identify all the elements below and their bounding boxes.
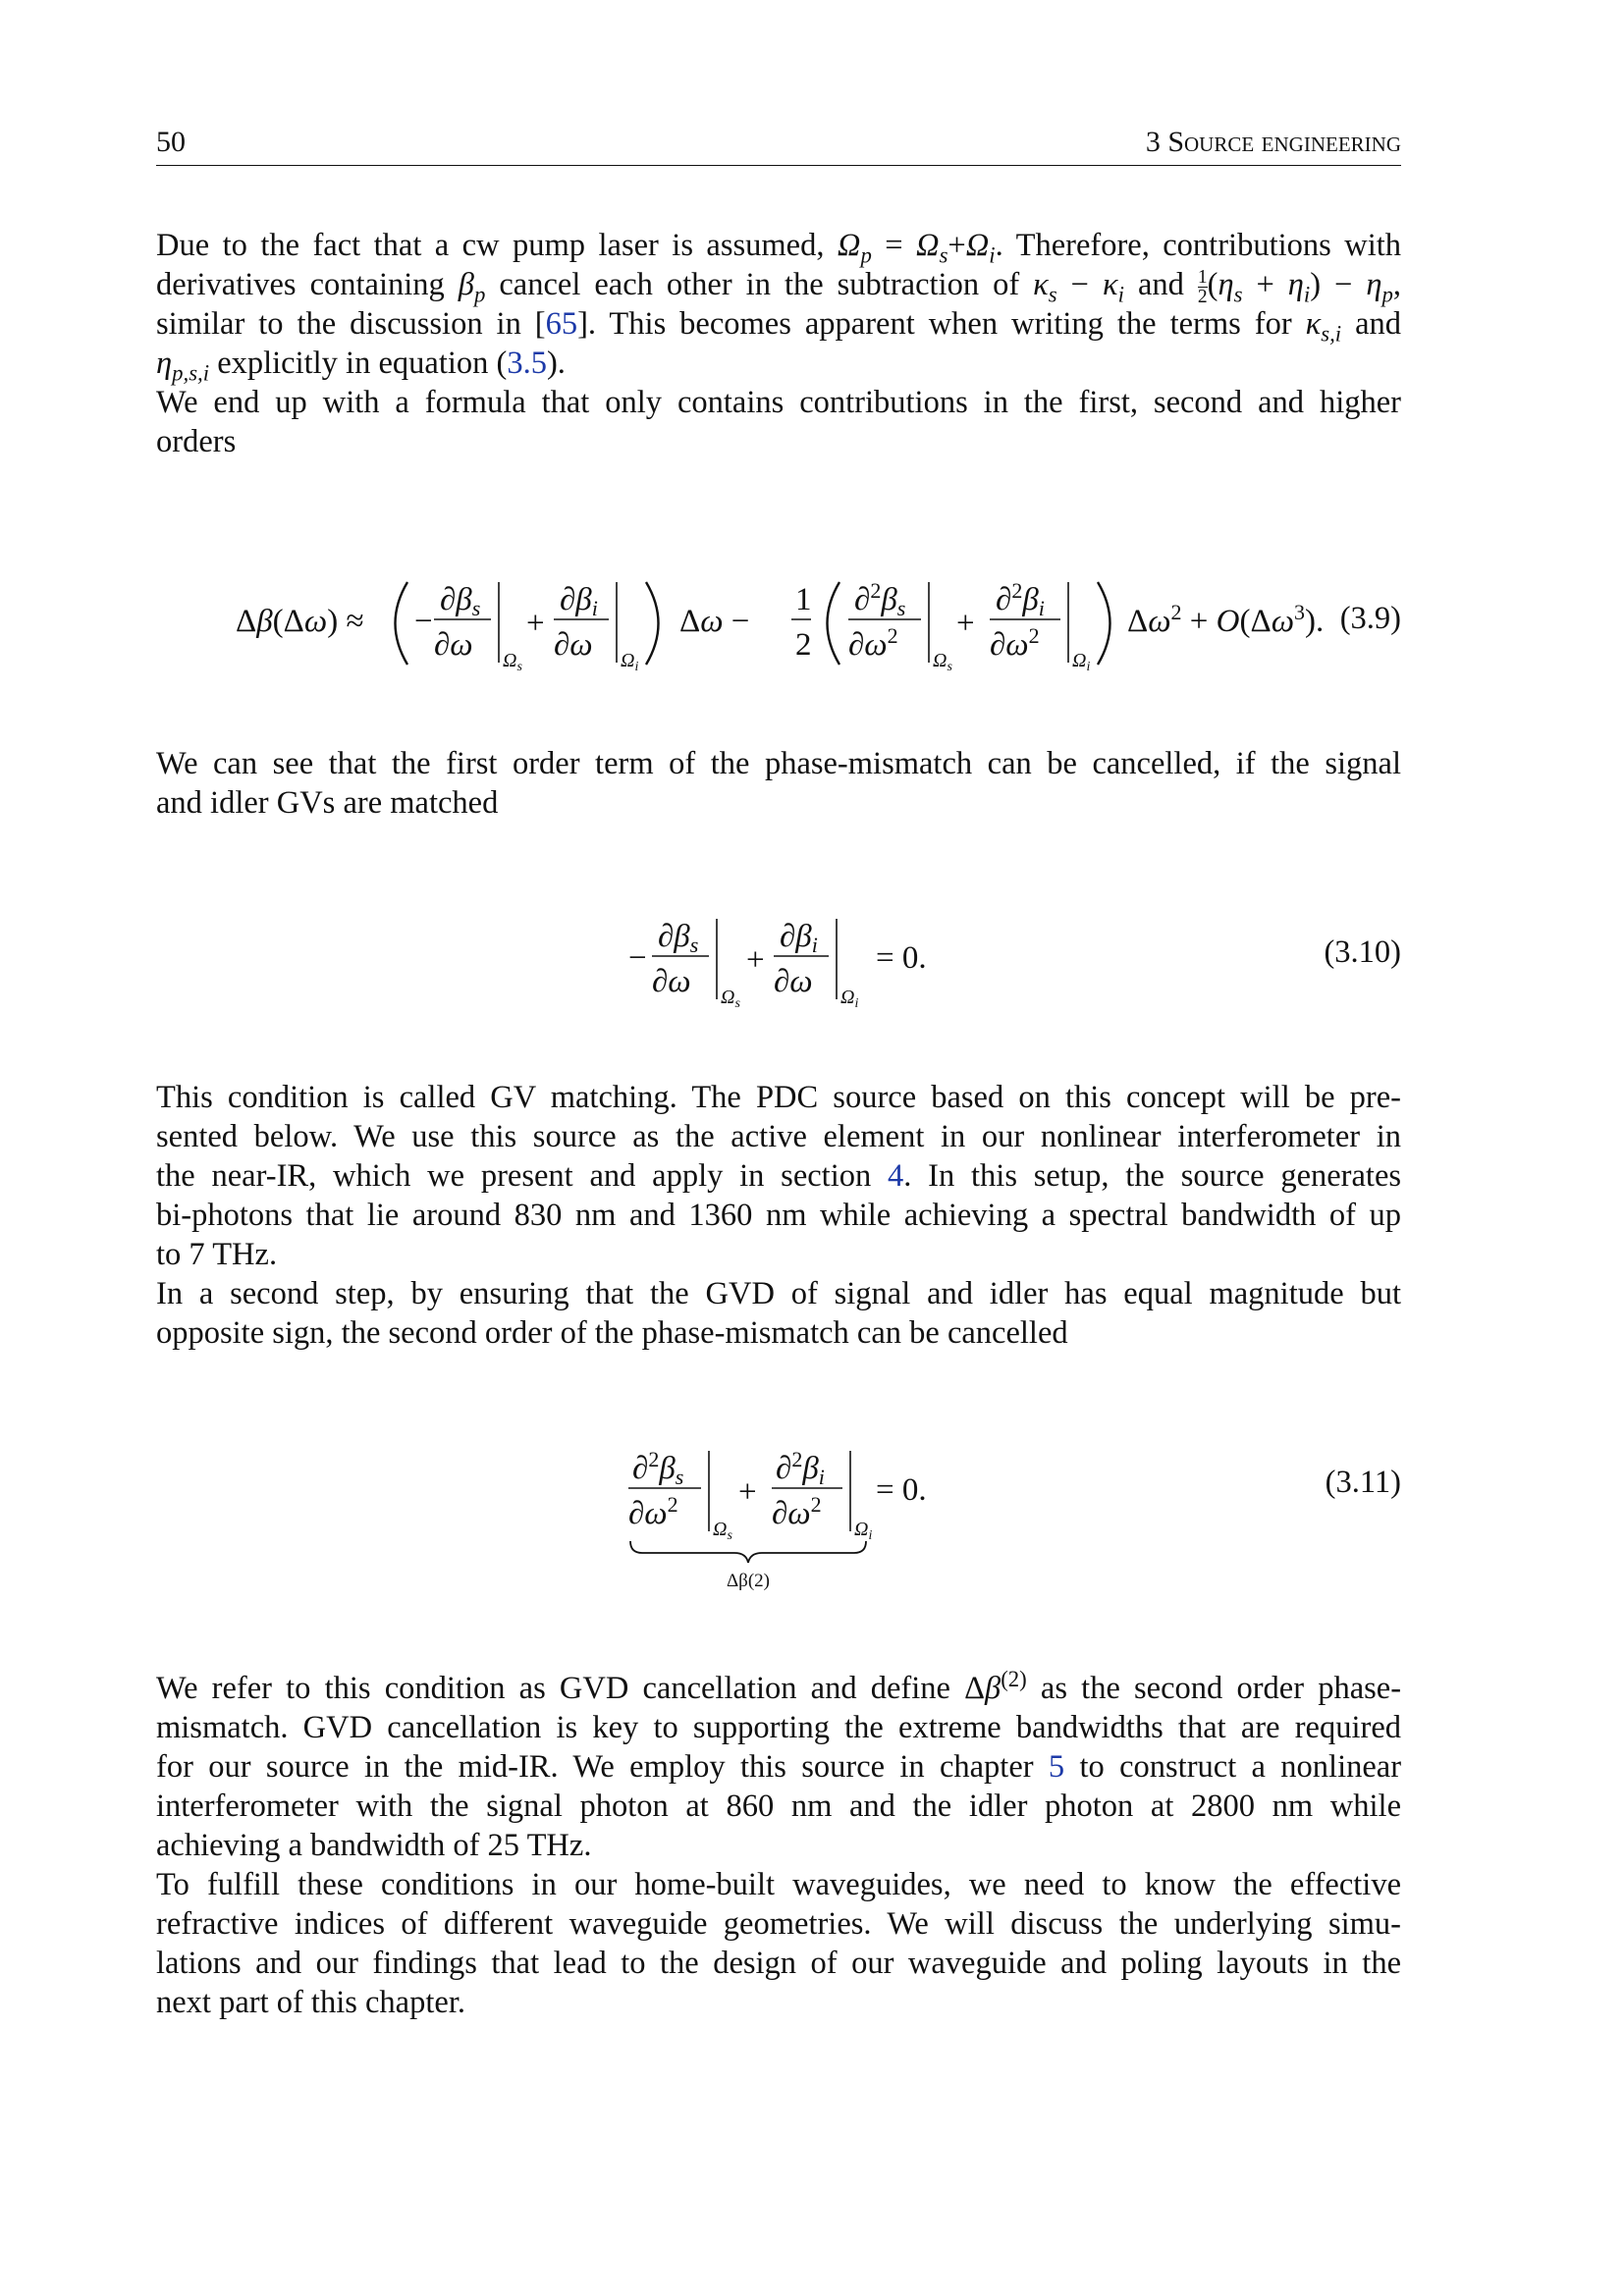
svg-text:Ωi: $\Omega_i$ [854, 1519, 873, 1543]
equation-3-10-number: (3.10) [1324, 934, 1401, 970]
svg-text:Ωi: $\Omega_i$ [840, 987, 859, 1011]
p1-line-2: derivatives containing $\beta_p$ cancel each other in the subtraction of $\kappa_s - \kappa_i$ and $\frac{1}{2}$ $(\eta_s + \eta_i) - \eta_p$, [156, 266, 1402, 308]
svg-text:−: − [628, 940, 647, 976]
paragraph-6 [156, 1669, 1401, 2022]
svg-text:Δω2 + O(Δω3).: $\Delta\omega^2 + O(\Delta\omega^3)$. [1127, 600, 1325, 639]
p1-line-4: $\eta_{p,s,i}$ explicitly in equation (3.5). [156, 346, 566, 386]
p2-line-1: We end up with a formula that only contains contributions in the first, second and higher [156, 385, 1401, 420]
svg-text:∂βi: ∂βi [780, 919, 818, 957]
p4-line-2: sented below. We use this source as the active element in our nonlinear interferometer in [156, 1119, 1401, 1154]
p3-line-2: and idler GVs are matched [156, 785, 499, 821]
equation-3-10 [619, 901, 952, 1019]
p7-line-4: next part of this chapter. [156, 1985, 465, 2020]
equation-3-5-link[interactable]: 3.5 [507, 346, 547, 381]
p6-line-2: mismatch. GVD cancellation is key to supporting the extreme bandwidths that are required [156, 1710, 1401, 1745]
svg-text:∂ω2: $\partial\omega^2$ [772, 1492, 822, 1531]
svg-text:Δβ(Δω) ≈: Δβ(Δω) ≈ [236, 604, 364, 639]
p5-line-2: opposite sign, the second order of the phase-mismatch can be cancelled [156, 1315, 1068, 1351]
svg-text:1: 1 [795, 582, 812, 617]
equation-3-9 [226, 564, 1325, 682]
svg-text:2: 2 [795, 627, 812, 663]
svg-text:∂2βs: ∂$^2$βs [632, 1447, 684, 1489]
underbrace-label: Δβ(2) [726, 1571, 771, 1591]
svg-text:∂2βi: ∂$^2$βi [996, 578, 1045, 620]
svg-text:Ωi: $\Omega_i$ [621, 650, 639, 674]
svg-text:∂βs: ∂βs [440, 582, 481, 620]
svg-text:∂ω2: $\partial\omega^2$ [848, 623, 898, 663]
chapter-title: 3 Source engineering [1145, 126, 1401, 158]
p6-line-4: interferometer with the signal photon at 860 nm and the idler photon at 2800 nm while [156, 1789, 1401, 1824]
svg-text:Ωs: $\Omega_s$ [933, 650, 952, 674]
p7-line-3: lations and our findings that lead to the design of our waveguide and poling layouts in the [156, 1946, 1401, 1981]
svg-text:∂2βs: ∂$^2$βs [854, 578, 906, 620]
svg-text:= 0.: = 0. [876, 940, 927, 976]
p6-line-1: We refer to this condition as GVD cancellation and define $\Delta\beta^{(2)}$ as the second order phase- [156, 1667, 1402, 1706]
svg-text:Ωi: $\Omega_i$ [1072, 650, 1091, 674]
p4-line-1: This condition is called GV matching. The PDC source based on this concept will be pre- [156, 1080, 1401, 1115]
p7-line-2: refractive indices of different waveguide geometries. We will discuss the underlying simu- [156, 1906, 1401, 1942]
citation-65-link[interactable]: 65 [545, 306, 578, 342]
svg-text:∂βs: ∂βs [658, 919, 699, 957]
svg-text:= 0.: = 0. [876, 1472, 927, 1508]
equation-3-9-number: (3.9) [1339, 601, 1401, 636]
svg-text:+: + [746, 942, 765, 978]
paragraph-4 [156, 1078, 1401, 1353]
svg-text:∂ω: ∂ω [774, 964, 813, 999]
equation-3-11 [619, 1433, 952, 1600]
svg-text:∂ω2: $\partial\omega^2$ [990, 623, 1040, 663]
section-4-link[interactable]: 4 [888, 1158, 904, 1194]
svg-text:∂ω: ∂ω [652, 964, 691, 999]
p4-line-5: to 7 THz. [156, 1237, 278, 1272]
equation-3-11-number: (3.11) [1325, 1465, 1401, 1500]
p4-line-4: bi-photons that lie around 830 nm and 1360 nm while achieving a spectral bandwidth of up [156, 1198, 1401, 1233]
svg-text:∂ω2: $\partial\omega^2$ [628, 1492, 678, 1531]
running-header [156, 122, 1401, 166]
p5-line-1: In a second step, by ensuring that the GVD of signal and idler has equal magnitude but [156, 1276, 1401, 1311]
p1-line-3: similar to the discussion in [65]. This becomes apparent when writing the terms for $\kappa_{s,i}$ and [156, 306, 1401, 347]
p3-line-1: We can see that the first order term of the phase-mismatch can be cancelled, if the signal [156, 746, 1401, 781]
p7-line-1: To fulfill these conditions in our home-built waveguides, we need to know the effective [156, 1867, 1401, 1902]
svg-text:Ωs: $\Omega_s$ [713, 1519, 732, 1543]
svg-text:Ωs: $\Omega_s$ [503, 650, 522, 674]
svg-text:∂2βi: ∂$^2$βi [776, 1447, 825, 1489]
paragraph-3 [156, 744, 1401, 823]
chapter-5-link[interactable]: 5 [1048, 1749, 1065, 1785]
svg-text:+: + [956, 606, 975, 641]
svg-text:Δω −: Δω − [679, 604, 750, 639]
svg-text:∂βi: ∂βi [560, 582, 598, 620]
p2-line-2: orders [156, 424, 237, 459]
svg-text:∂ω: ∂ω [554, 627, 593, 663]
paragraph-1 [156, 226, 1401, 461]
p6-line-3: for our source in the mid-IR. We employ this source in chapter 5 to construct a nonlinear [156, 1749, 1402, 1785]
svg-text:+: + [738, 1474, 757, 1510]
page-number: 50 [156, 126, 186, 158]
p1-line-1: Due to the fact that a cw pump laser is assumed, $\Omega_p = \Omega_s+\Omega_i$. Therefore, contributions with [156, 228, 1401, 268]
svg-text:Ωs: $\Omega_s$ [721, 987, 740, 1011]
svg-text:∂ω: ∂ω [434, 627, 473, 663]
svg-text:+: + [526, 606, 545, 641]
svg-text:−: − [414, 604, 433, 639]
p6-line-5: achieving a bandwidth of 25 THz. [156, 1828, 592, 1863]
p4-line-3: the near-IR, which we present and apply in section 4. In this setup, the source generates [156, 1158, 1402, 1194]
